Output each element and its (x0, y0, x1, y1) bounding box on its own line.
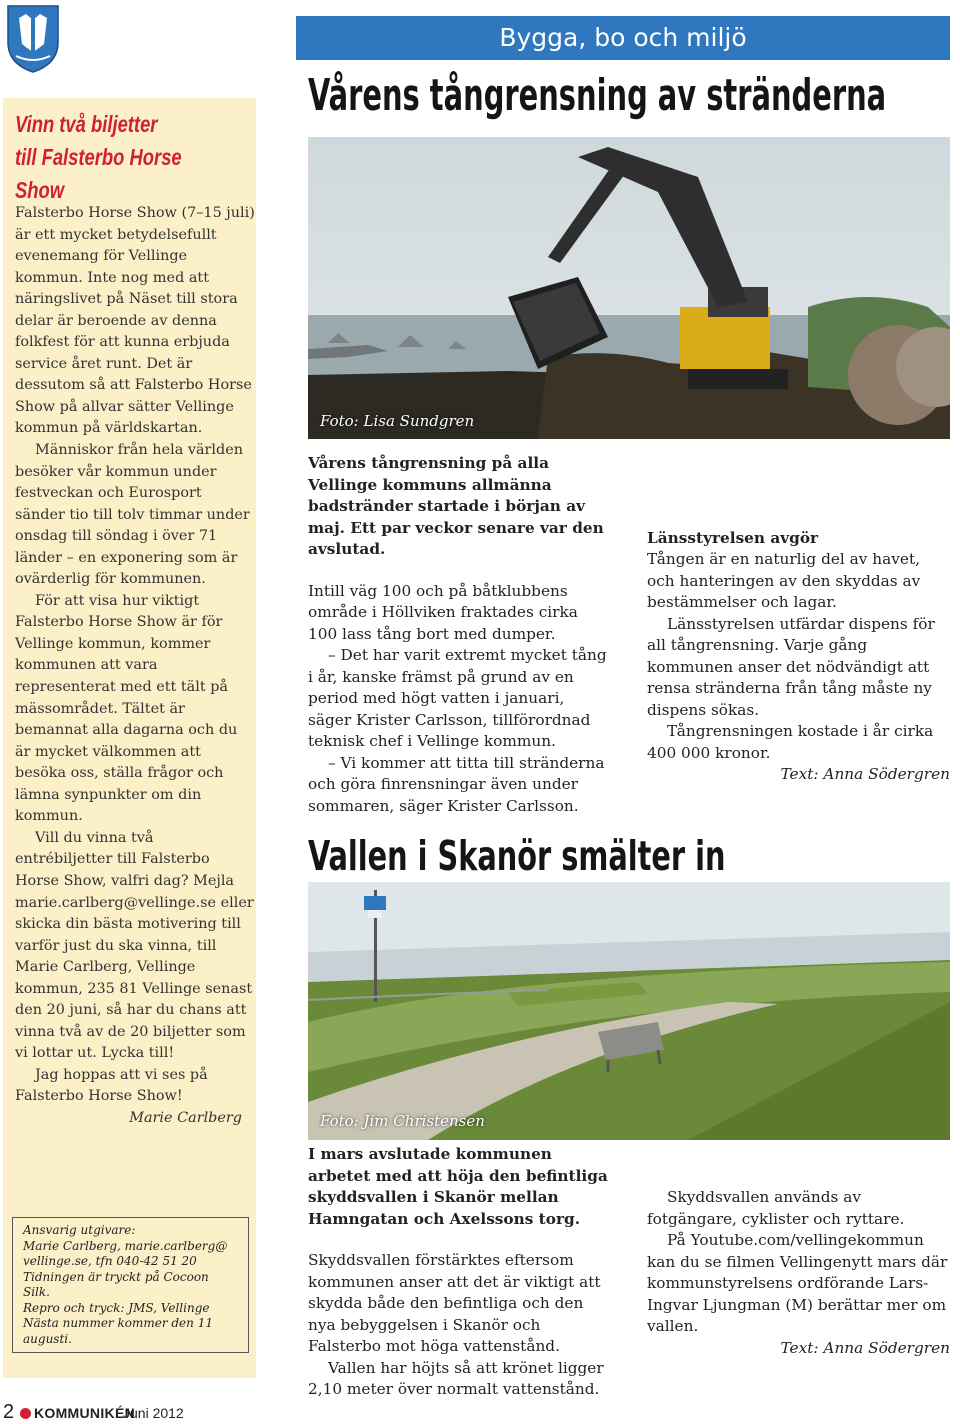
imprint-line: Marie Carlberg, marie.carlberg@ (23, 1238, 228, 1253)
article2-paragraph: Skyddsvallen används av fotgängare, cyklister och ryttare. (647, 1188, 905, 1228)
imprint-line: augusti. (23, 1331, 72, 1346)
sidebar-paragraph: Jag hoppas att vi ses på Falsterbo Horse Show! (15, 1066, 208, 1105)
article1-paragraph: Intill väg 100 och på båtklubbens område i Höllviken fraktades cirka 100 lass tång bort med dumper. (308, 581, 578, 643)
article2-col1 (308, 1144, 608, 1401)
imprint-line: Repro och tryck: JMS, Vellinge (23, 1300, 210, 1315)
issue-date: Juni 2012 (123, 1405, 184, 1421)
article1-paragraph: Tångrensningen kostade i år cirka 400 000 kronor. (647, 722, 934, 762)
article2-headline: Vallen i Skanör smälter in (308, 832, 726, 880)
imprint-line: vellinge.se, tfn 040-42 51 20 (23, 1254, 197, 1268)
article1-paragraph: Tången är en naturlig del av havet, och hanteringen av den skyddas av bestämmelser och lagar. (647, 550, 921, 611)
article2-photo (308, 882, 950, 1140)
sidebar-headline (15, 108, 247, 207)
article2-byline: Text: Anna Södergren (780, 1338, 950, 1357)
article1-photo (308, 137, 950, 439)
sidebar-headline-line: Vinn två biljetter (15, 111, 158, 137)
section-banner: Bygga, bo och miljö (296, 16, 950, 60)
sidebar-headline-line: Show (15, 177, 65, 203)
page-number: 2 (3, 1401, 15, 1423)
article1-col2 (647, 453, 950, 786)
sidebar-paragraph: För att visa hur viktigt Falsterbo Horse Show är för Vellinge kommun, kommer kommunen att vara representerat med ett tält på mässområdet. Tältet är bemannat alla dagarna och du är mycket välkommen att besöka oss, ställa frågor och lämna synpunkter om din kommun. (15, 592, 238, 825)
imprint-line: Silk. (23, 1285, 50, 1299)
article2-photo-caption: Foto: Jim Christensen (320, 1112, 485, 1130)
article1-paragraph: – Vi kommer att titta till stränderna och göra finrensningar även under sommaren, säger Krister Carlsson. (308, 753, 605, 815)
article1-subhead: Länsstyrelsen avgör (647, 528, 819, 547)
article1-photo-caption: Foto: Lisa Sundgren (320, 412, 475, 430)
article2-paragraph: Skyddsvallen förstärktes eftersom kommunen anser att det är viktigt att skydda både den befintliga och den nya bebyggelsen i Skanör och Falsterbo mot höga vattenstånd. (308, 1251, 601, 1355)
article2-paragraph: Vallen har höjts så att krönet ligger 2,10 meter över normalt vattenstånd. (308, 1358, 604, 1398)
article1-paragraph: Länsstyrelsen utfärdar dispens för all tångrensning. Varje gång kommunen anser det nödvändigt att rensa stränderna från tång måste ny dispens sökas. (647, 614, 935, 719)
article2-paragraph: På Youtube.com/vellingekommun kan du se filmen Vellingenytt mars där kommunstyrelsens ordförande Lars-Ingvar Ljungman (M) berättar mer om vallen. (647, 1231, 948, 1335)
article1-byline: Text: Anna Södergren (780, 765, 950, 783)
imprint-line: Ansvarig utgivare: (23, 1223, 136, 1237)
article1-lead: Vårens tångrensning på alla Vellinge kommuns allmänna badstränder startade i början av maj. Ett par veckor senare var den avslutad. (308, 454, 604, 558)
imprint-box (12, 1217, 249, 1353)
article1-col1 (308, 453, 608, 817)
article1-headline: Vårens tångrensning av stränderna (308, 70, 887, 121)
sidebar-signature: Marie Carlberg (129, 1109, 242, 1126)
brand-name: KOMMUNIKÉN (34, 1405, 135, 1421)
sidebar-paragraph: Falsterbo Horse Show (7–15 juli) är ett mycket betydelsefullt evenemang för Vellinge kommun. Inte nog med att näringslivet på Näset till stora delar är beroende av denna folkfest för att kunna erbjuda service året runt. Det är dessutom så att Falsterbo Horse Show på allvar sätter Vellinge kommun på världskartan. (15, 205, 255, 437)
sidebar-headline-line: till Falsterbo Horse (15, 144, 182, 170)
brand-dot-icon (20, 1408, 31, 1419)
sidebar-paragraph: Människor från hela världen besöker vår kommun under festveckan och Eurosport sänder tio till tolv timmar under onsdag till söndag i över 71 länder – en exponering som är ovärderlig för kommunen. (15, 442, 250, 588)
page-footer (0, 1400, 300, 1424)
sidebar-body (15, 203, 255, 1130)
article1-paragraph: – Det har varit extremt mycket tång i år, kanske främst på grund av en period med högt vatten i januari, säger Krister Carlsson, tillförordnad teknisk chef i Vellinge kommun. (308, 646, 607, 750)
vellinge-coat-of-arms (4, 4, 62, 74)
imprint-line: Nästa nummer kommer den 11 (23, 1316, 213, 1330)
sidebar-paragraph: Vill du vinna två entrébiljetter till Falsterbo Horse Show, valfri dag? Mejla marie.carlberg@vellinge.se eller skicka din bästa motivering till varför just du ska vinna, till Marie Carlberg, Vellinge kommun, 235 81 Vellinge senast den 20 juni, så har du chans att vinna två av de 20 biljetter som vi lottar ut. Lycka till! (15, 829, 254, 1062)
imprint-line: Tidningen är tryckt på Cocoon (23, 1269, 209, 1284)
article2-lead: I mars avslutade kommunen arbetet med att höja den befintliga skyddsvallen i Skanör mellan Hamngatan och Axelssons torg. (308, 1145, 608, 1228)
article2-col2 (647, 1144, 950, 1359)
